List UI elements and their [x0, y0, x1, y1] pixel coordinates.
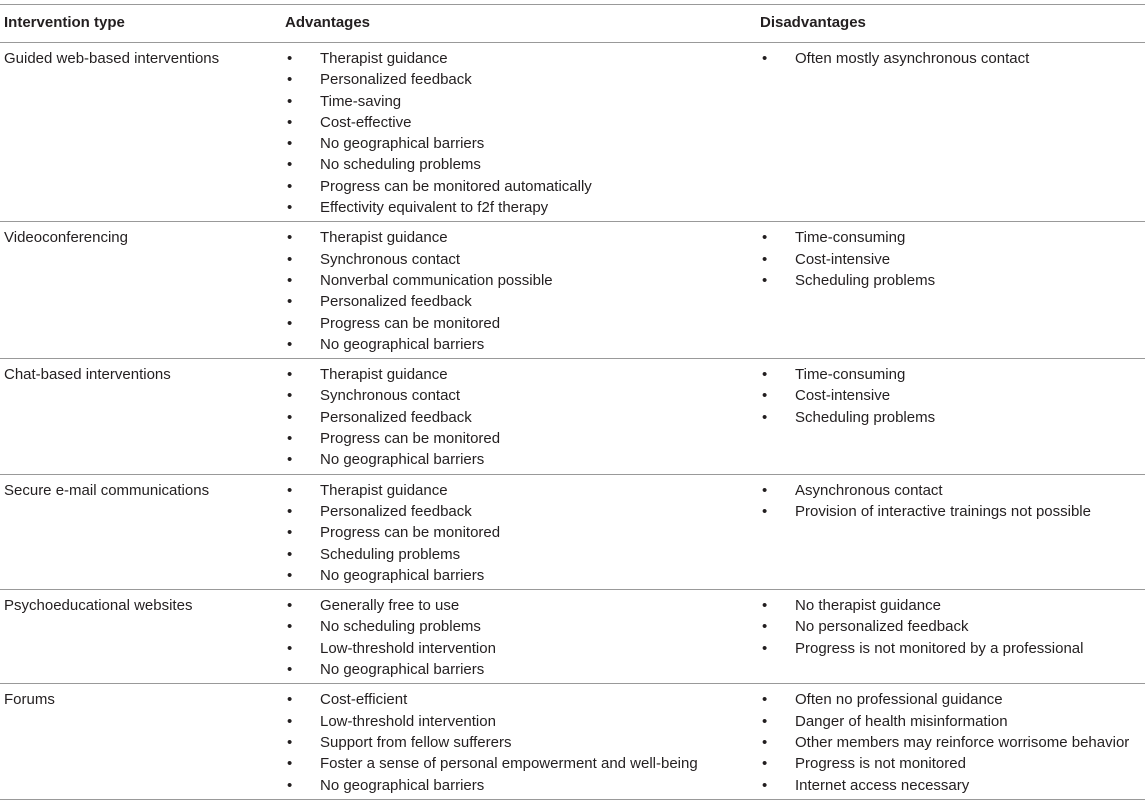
- bullet-icon: •: [287, 92, 293, 110]
- bullet-icon: •: [762, 712, 768, 730]
- advantages-list: [285, 689, 758, 795]
- advantage-text: Foster a sense of personal empowerment and well-being: [320, 755, 698, 773]
- disadvantage-item: [760, 385, 1145, 406]
- disadvantages-list: [760, 364, 1145, 428]
- advantage-text: Therapist guidance: [320, 366, 448, 384]
- disadvantage-text: Danger of health misinformation: [795, 712, 1008, 730]
- advantage-item: [285, 69, 758, 90]
- disadvantage-item: [760, 775, 1145, 796]
- bullet-icon: •: [762, 229, 768, 247]
- bullet-icon: •: [762, 408, 768, 426]
- advantage-item: [285, 313, 758, 334]
- table-row: [0, 590, 1145, 684]
- advantage-item: [285, 48, 758, 69]
- advantage-item: [285, 428, 758, 449]
- bullet-icon: •: [287, 566, 293, 584]
- disadvantage-item: [760, 711, 1145, 732]
- advantage-text: Progress can be monitored: [320, 430, 501, 448]
- advantages-list: [285, 595, 758, 680]
- advantage-item: [285, 176, 758, 197]
- bullet-icon: •: [287, 156, 293, 174]
- advantage-text: Nonverbal communication possible: [320, 271, 553, 289]
- bullet-icon: •: [287, 481, 293, 499]
- disadvantage-text: Progress is not monitored by a professional: [795, 639, 1084, 657]
- disadvantages-cell: [758, 590, 1145, 684]
- bullet-icon: •: [287, 776, 293, 794]
- header-intervention-type: Intervention type: [4, 14, 125, 31]
- bullet-icon: •: [287, 451, 293, 469]
- disadvantage-text: Time-consuming: [795, 229, 906, 247]
- advantages-cell: [283, 43, 758, 222]
- disadvantage-item: [760, 407, 1145, 428]
- advantage-item: [285, 775, 758, 796]
- advantage-text: No geographical barriers: [320, 335, 485, 353]
- advantage-item: [285, 91, 758, 112]
- advantage-text: Synchronous contact: [320, 250, 461, 268]
- advantage-item: [285, 334, 758, 355]
- bullet-icon: •: [762, 366, 768, 384]
- disadvantages-cell: [758, 43, 1145, 222]
- bullet-icon: •: [287, 755, 293, 773]
- disadvantage-item: [760, 689, 1145, 710]
- advantage-item: [285, 616, 758, 637]
- bullet-icon: •: [287, 71, 293, 89]
- advantage-item: [285, 249, 758, 270]
- advantage-text: No geographical barriers: [320, 661, 485, 679]
- table-row: [0, 359, 1145, 474]
- advantage-item: [285, 501, 758, 522]
- advantage-text: No geographical barriers: [320, 566, 485, 584]
- advantages-cell: [283, 474, 758, 589]
- advantage-text: Effectivity equivalent to f2f therapy: [320, 199, 549, 217]
- advantage-text: Personalized feedback: [320, 408, 472, 426]
- bullet-icon: •: [762, 776, 768, 794]
- disadvantage-item: [760, 48, 1145, 69]
- disadvantage-text: Scheduling problems: [795, 408, 936, 426]
- advantage-text: Cost-efficient: [320, 691, 408, 709]
- advantage-item: [285, 270, 758, 291]
- advantage-text: Personalized feedback: [320, 293, 472, 311]
- bullet-icon: •: [762, 639, 768, 657]
- bullet-icon: •: [762, 755, 768, 773]
- advantage-text: Cost-effective: [320, 113, 412, 131]
- disadvantages-list: [760, 227, 1145, 291]
- advantage-text: Progress can be monitored: [320, 524, 501, 542]
- advantage-text: Therapist guidance: [320, 481, 448, 499]
- table-row: [0, 43, 1145, 222]
- disadvantages-list: [760, 689, 1145, 795]
- advantage-item: [285, 732, 758, 753]
- bullet-icon: •: [287, 335, 293, 353]
- disadvantage-item: [760, 501, 1145, 522]
- advantage-item: [285, 659, 758, 680]
- disadvantages-cell: [758, 684, 1145, 799]
- bullet-icon: •: [287, 691, 293, 709]
- disadvantages-cell: [758, 359, 1145, 474]
- disadvantage-item: [760, 732, 1145, 753]
- intervention-type-cell: Forums: [4, 691, 55, 709]
- advantage-item: [285, 133, 758, 154]
- advantages-list: [285, 227, 758, 355]
- bullet-icon: •: [287, 618, 293, 636]
- advantage-text: Support from fellow sufferers: [320, 733, 512, 751]
- disadvantage-text: Time-consuming: [795, 366, 906, 384]
- bullet-icon: •: [762, 481, 768, 499]
- header-disadvantages: Disadvantages: [760, 14, 866, 31]
- disadvantage-item: [760, 753, 1145, 774]
- disadvantage-text: No therapist guidance: [795, 597, 941, 615]
- advantage-text: Progress can be monitored: [320, 314, 501, 332]
- advantage-text: Low-threshold intervention: [320, 639, 496, 657]
- bullet-icon: •: [287, 502, 293, 520]
- table-row: [0, 684, 1145, 799]
- advantage-text: No geographical barriers: [320, 451, 485, 469]
- advantage-text: No scheduling problems: [320, 618, 481, 636]
- disadvantage-text: Cost-intensive: [795, 250, 891, 268]
- advantage-text: Generally free to use: [320, 597, 460, 615]
- intervention-type-cell: Guided web-based interventions: [4, 50, 220, 67]
- advantage-item: [285, 522, 758, 543]
- disadvantage-item: [760, 638, 1145, 659]
- disadvantages-cell: [758, 222, 1145, 359]
- advantage-text: No geographical barriers: [320, 776, 485, 794]
- advantage-text: Personalized feedback: [320, 502, 472, 520]
- advantage-item: [285, 227, 758, 248]
- disadvantage-text: Other members may reinforce worrisome behavior: [795, 733, 1130, 751]
- advantage-item: [285, 112, 758, 133]
- intervention-type-cell: Psychoeducational websites: [4, 597, 193, 615]
- advantage-item: [285, 689, 758, 710]
- bullet-icon: •: [287, 293, 293, 311]
- intervention-type-cell: Chat-based interventions: [4, 366, 171, 384]
- bullet-icon: •: [287, 366, 293, 384]
- advantages-list: [285, 480, 758, 586]
- advantage-item: [285, 154, 758, 175]
- advantage-item: [285, 544, 758, 565]
- disadvantages-cell: [758, 474, 1145, 589]
- bullet-icon: •: [287, 733, 293, 751]
- table-row: [0, 222, 1145, 359]
- header-row: [0, 5, 1145, 43]
- disadvantage-text: Cost-intensive: [795, 387, 891, 405]
- bullet-icon: •: [287, 661, 293, 679]
- bullet-icon: •: [287, 712, 293, 730]
- advantage-text: No scheduling problems: [320, 156, 481, 174]
- advantage-item: [285, 565, 758, 586]
- disadvantage-item: [760, 227, 1145, 248]
- bullet-icon: •: [762, 387, 768, 405]
- advantages-cell: [283, 684, 758, 799]
- advantage-item: [285, 291, 758, 312]
- disadvantage-text: Provision of interactive trainings not possible: [795, 502, 1091, 520]
- disadvantages-list: [760, 480, 1145, 523]
- bullet-icon: •: [287, 639, 293, 657]
- advantage-text: Low-threshold intervention: [320, 712, 496, 730]
- bullet-icon: •: [287, 545, 293, 563]
- table-header: [0, 5, 1145, 43]
- disadvantage-text: Scheduling problems: [795, 271, 936, 289]
- disadvantage-item: [760, 249, 1145, 270]
- disadvantage-item: [760, 270, 1145, 291]
- bullet-icon: •: [287, 135, 293, 153]
- advantage-item: [285, 480, 758, 501]
- disadvantage-item: [760, 364, 1145, 385]
- advantage-item: [285, 449, 758, 470]
- disadvantage-text: Asynchronous contact: [795, 481, 943, 499]
- disadvantages-list: [760, 595, 1145, 659]
- advantage-item: [285, 385, 758, 406]
- bullet-icon: •: [287, 597, 293, 615]
- advantages-list: [285, 48, 758, 218]
- disadvantage-item: [760, 480, 1145, 501]
- bullet-icon: •: [762, 691, 768, 709]
- advantage-item: [285, 711, 758, 732]
- bullet-icon: •: [762, 597, 768, 615]
- advantage-item: [285, 595, 758, 616]
- advantage-text: Scheduling problems: [320, 545, 461, 563]
- bullet-icon: •: [287, 250, 293, 268]
- bullet-icon: •: [287, 408, 293, 426]
- disadvantage-item: [760, 616, 1145, 637]
- advantage-text: Progress can be monitored automatically: [320, 177, 592, 195]
- advantages-cell: [283, 590, 758, 684]
- bullet-icon: •: [287, 271, 293, 289]
- intervention-comparison-table: [0, 4, 1145, 800]
- disadvantage-text: Progress is not monitored: [795, 755, 966, 773]
- advantages-cell: [283, 359, 758, 474]
- bullet-icon: •: [287, 50, 293, 67]
- advantage-item: [285, 364, 758, 385]
- bullet-icon: •: [287, 314, 293, 332]
- advantage-text: No geographical barriers: [320, 135, 485, 153]
- advantage-text: Synchronous contact: [320, 387, 461, 405]
- table-body: [0, 43, 1145, 800]
- advantage-item: [285, 753, 758, 774]
- bullet-icon: •: [762, 250, 768, 268]
- bullet-icon: •: [287, 387, 293, 405]
- advantage-text: Therapist guidance: [320, 229, 448, 247]
- disadvantage-text: Internet access necessary: [795, 776, 970, 794]
- bullet-icon: •: [762, 271, 768, 289]
- advantage-text: Personalized feedback: [320, 71, 472, 89]
- disadvantages-list: [760, 48, 1145, 69]
- bullet-icon: •: [287, 177, 293, 195]
- bullet-icon: •: [287, 229, 293, 247]
- advantage-item: [285, 638, 758, 659]
- disadvantage-text: Often mostly asynchronous contact: [795, 50, 1030, 67]
- bullet-icon: •: [287, 199, 293, 217]
- intervention-type-cell: Videoconferencing: [4, 229, 128, 247]
- advantages-cell: [283, 222, 758, 359]
- bullet-icon: •: [287, 524, 293, 542]
- bullet-icon: •: [287, 113, 293, 131]
- intervention-type-cell: Secure e-mail communications: [4, 481, 210, 499]
- header-advantages: Advantages: [285, 14, 371, 31]
- advantage-item: [285, 407, 758, 428]
- bullet-icon: •: [762, 618, 768, 636]
- bullet-icon: •: [762, 50, 768, 67]
- advantage-text: Time-saving: [320, 92, 402, 110]
- bullet-icon: •: [287, 430, 293, 448]
- table-row: [0, 474, 1145, 589]
- disadvantage-text: Often no professional guidance: [795, 691, 1003, 709]
- disadvantage-item: [760, 595, 1145, 616]
- advantage-item: [285, 197, 758, 218]
- disadvantage-text: No personalized feedback: [795, 618, 969, 636]
- bullet-icon: •: [762, 733, 768, 751]
- bullet-icon: •: [762, 502, 768, 520]
- advantages-list: [285, 364, 758, 470]
- advantage-text: Therapist guidance: [320, 50, 448, 67]
